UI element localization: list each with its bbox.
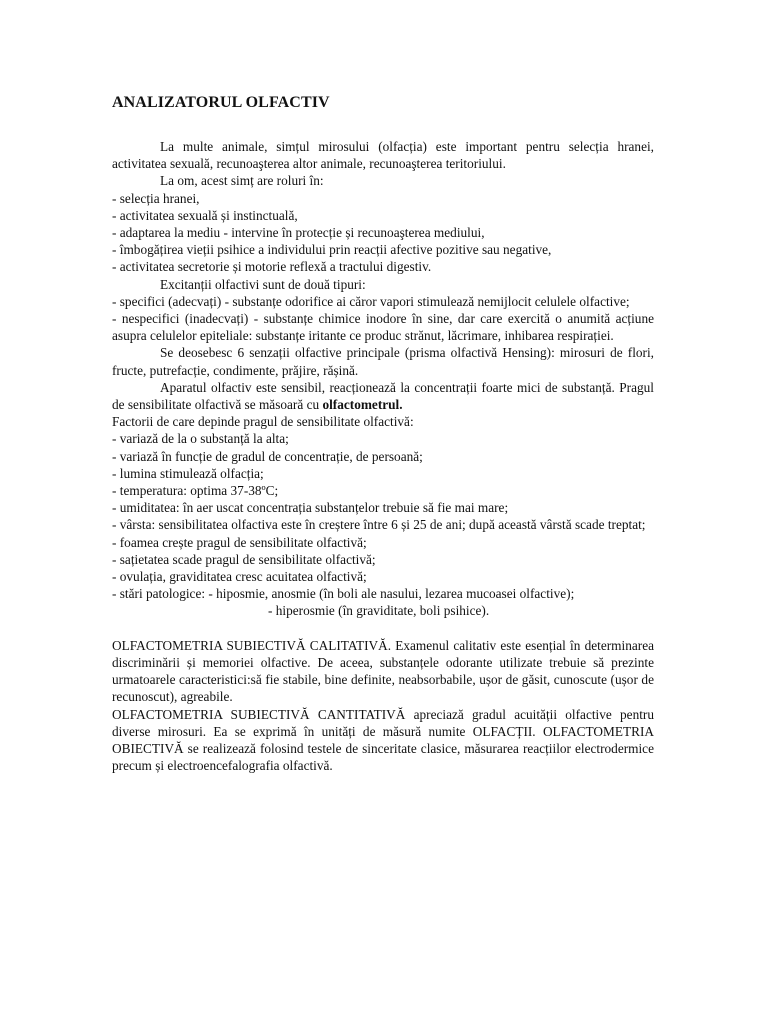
excitants-intro: Excitanții olfactivi sunt de două tipuri: bbox=[160, 276, 366, 292]
factors-list bbox=[112, 430, 654, 619]
factors-intro: Factorii de care depinde pragul de sensibilitate olfactivă: bbox=[112, 414, 414, 430]
list-item: - foamea crește pragul de sensibilitate olfactivă; bbox=[112, 534, 367, 550]
apparatus-paragraph bbox=[112, 379, 654, 413]
list-item: - variază în funcție de gradul de concentrație, de persoană; bbox=[112, 448, 423, 464]
list-item: - sațietatea scade pragul de sensibilitate olfactivă; bbox=[112, 551, 376, 567]
roles-list bbox=[112, 190, 654, 276]
list-item: - vârsta: sensibilitatea olfactiva este în creștere între 6 și 25 de ani; după această vârstă scade treptat; bbox=[112, 517, 646, 533]
intro-paragraph: La multe animale, simțul mirosului (olfacția) este important pentru selecția hranei, activitatea sexuală, recunoaşterea altor animale, recunoaşterea teritoriului. bbox=[112, 139, 654, 172]
list-item: - lumina stimulează olfacția; bbox=[112, 465, 264, 481]
olfactometry-quantitative: OLFACTOMETRIA SUBIECTIVĂ CANTITATIVĂ apreciază gradul acuității olfactive pentru diverse mirosuri. Ea se exprimă în unități de măsură numite OLFACȚII. OLFACTOMETRIA OBIECTIVĂ se realizează folosind testele de sinceritate clasice, măsurarea reacțiilor electrodermice precum și electroencefalografia olfactivă. bbox=[112, 706, 654, 774]
list-item: - îmbogățirea vieții psihice a individului prin reacții afective pozitive sau negative, bbox=[112, 242, 552, 258]
list-item: - ovulația, graviditatea cresc acuitatea olfactivă; bbox=[112, 569, 367, 585]
list-item: - hiperosmie (în graviditate, boli psihice). bbox=[268, 603, 490, 619]
list-item: - activitatea sexuală și instinctuală, bbox=[112, 207, 298, 223]
list-item: - nespecifici (inadecvați) - substanțe chimice inodore în sine, dar care exercită o anumită acțiune asupra celulelor epiteliale: substanțe iritante ce produc strănut, lăcrimare, inhibarea respirației. bbox=[112, 311, 654, 344]
sensations-paragraph: Se deosebesc 6 senzații olfactive principale (prisma olfactivă Hensing): mirosuri de flori, fructe, putrefacție, condimente, prăjire, rășină. bbox=[112, 345, 654, 378]
list-item: - activitatea secretorie și motorie reflexă a tractului digestiv. bbox=[112, 259, 432, 275]
olfactometer-term: olfactometrul. bbox=[322, 397, 403, 413]
document-page bbox=[112, 93, 654, 774]
list-item: - umiditatea: în aer uscat concentrația substanțelor trebuie să fie mai mare; bbox=[112, 500, 509, 516]
list-item: - specifici (adecvați) - substanțe odorifice ai căror vapori stimulează nemijlocit celulele olfactive; bbox=[112, 293, 630, 309]
roles-intro: La om, acest simț are roluri în: bbox=[160, 173, 324, 189]
document-title: ANALIZATORUL OLFACTIV bbox=[112, 94, 330, 111]
list-item: - stări patologice: - hiposmie, anosmie (în boli ale nasului, lezarea mucoasei olfactive); bbox=[112, 586, 575, 602]
paragraph-gap bbox=[112, 620, 654, 637]
list-item: - adaptarea la mediu - intervine în protecție și recunoaşterea mediului, bbox=[112, 225, 485, 241]
apparatus-text: Aparatul olfactiv este sensibil, reacționează la concentrații foarte mici de substanță. Pragul de sensibilitate olfactivă se măsoară cu bbox=[112, 379, 654, 413]
list-item: - selecția hranei, bbox=[112, 190, 200, 206]
list-item: - temperatura: optima 37-38ºC; bbox=[112, 483, 279, 499]
list-item: - variază de la o substanță la alta; bbox=[112, 431, 289, 447]
olfactometry-qualitative: OLFACTOMETRIA SUBIECTIVĂ CALITATIVĂ. Examenul calitativ este esențial în determinarea discriminării și memoriei olfactive. De aceea, substanțele odorante utilizate trebuie să prezinte urmatoarele caracteristici:să fie stabile, bine definite, neabsorbabile, ușor de găsit, cunoscute (ușor de recunoscut), agreabile. bbox=[112, 637, 654, 705]
